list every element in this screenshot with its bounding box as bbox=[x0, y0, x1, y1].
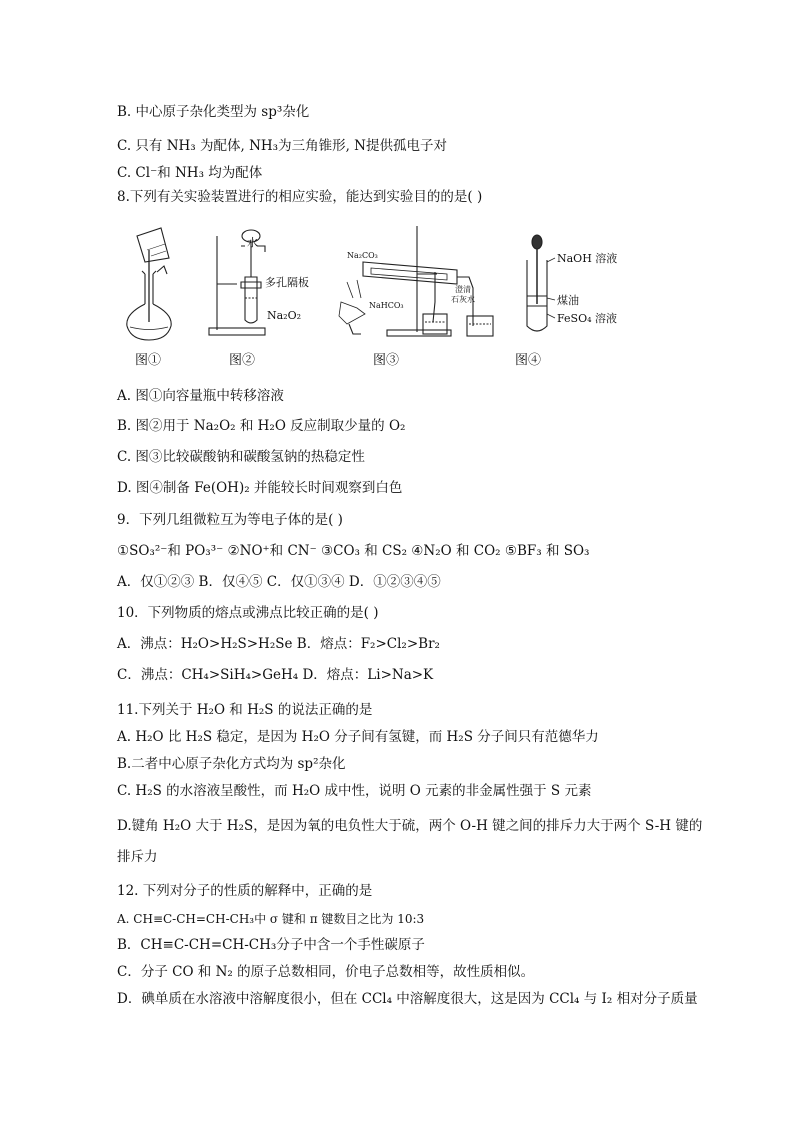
question-10-options-cd: C．沸点：CH₄>SiH₄>GeH₄ D．熔点：Li>Na>K bbox=[117, 667, 434, 683]
question-11-option-c: C. H₂S 的水溶液呈酸性，而 H₂O 成中性，说明 O 元素的非金属性强于 S 元素 bbox=[117, 783, 592, 799]
question-9-stem: 9．下列几组微粒互为等电子体的是( ) bbox=[117, 512, 343, 528]
question-11-option-d-line1: D.键角 H₂O 大于 H₂S，是因为氧的电负性大于硫，两个 O-H 键之间的排斥力大于两个 S-H 键的 bbox=[117, 818, 703, 834]
thermal-stability-figure bbox=[339, 226, 493, 336]
caption-figure-3: 图③ bbox=[373, 353, 400, 368]
question-8-option-c: C. 图③比较碳酸钠和碳酸氢钠的热稳定性 bbox=[117, 449, 365, 465]
label-na2co3: Na₂CO₃ bbox=[347, 251, 378, 260]
question-8-option-a: A. 图①向容量瓶中转移溶液 bbox=[117, 388, 284, 404]
label-limewater-2: 石灰水 bbox=[451, 295, 475, 304]
question-11-option-a: A. H₂O 比 H₂S 稳定，是因为 H₂O 分子间有氢键，而 H₂S 分子间只有范德华力 bbox=[117, 729, 599, 745]
option-c-cl-nh3: C. Cl⁻和 NH₃ 均为配体 bbox=[117, 165, 263, 181]
question-8-option-d: D. 图④制备 Fe(OH)₂ 并能较长时间观察到白色 bbox=[117, 480, 403, 496]
label-nahco3: NaHCO₃ bbox=[369, 301, 404, 310]
caption-figure-4: 图④ bbox=[515, 353, 542, 368]
question-9-options: A．仅①②③ B．仅④⑤ C．仅①③④ D．①②③④⑤ bbox=[117, 574, 441, 590]
label-porous-plate: 多孔隔板 bbox=[265, 276, 309, 289]
option-b-hybridization: B. 中心原子杂化类型为 sp³杂化 bbox=[117, 104, 310, 120]
caption-figure-1: 图① bbox=[135, 353, 162, 368]
question-8-stem: 8.下列有关实验装置进行的相应实验，能达到实验目的的是( ) bbox=[117, 189, 483, 205]
option-c-nh3-ligand: C. 只有 NH₃ 为配体, NH₃为三角锥形, N提供孤电子对 bbox=[117, 138, 447, 154]
volumetric-flask-figure bbox=[127, 228, 171, 340]
question-12-option-a: A. CH≡C-CH=CH-CH₃中 σ 键和 π 键数目之比为 10:3 bbox=[117, 912, 425, 926]
apparatus-figures bbox=[117, 222, 637, 372]
question-12-stem: 12. 下列对分子的性质的解释中，正确的是 bbox=[117, 883, 373, 899]
label-feso4: FeSO₄ 溶液 bbox=[557, 312, 618, 325]
question-12-option-c: C．分子 CO 和 N₂ 的原子总数相同，价电子总数相等，故性质相似。 bbox=[117, 964, 535, 980]
question-12-option-d: D．碘单质在水溶液中溶解度很小，但在 CCl₄ 中溶解度很大，这是因为 CCl₄ 与 I₂ 相对分子质量 bbox=[117, 991, 698, 1007]
question-11-option-d-line2: 排斥力 bbox=[117, 849, 158, 865]
label-kerosene: 煤油 bbox=[557, 294, 579, 307]
label-water: 水 bbox=[247, 236, 258, 249]
question-11-stem: 11.下列关于 H₂O 和 H₂S 的说法正确的是 bbox=[117, 702, 373, 718]
label-naoh: NaOH 溶液 bbox=[557, 252, 618, 265]
question-11-option-b: B.二者中心原子杂化方式均为 sp²杂化 bbox=[117, 756, 346, 772]
caption-figure-2: 图② bbox=[229, 353, 256, 368]
question-10-stem: 10．下列物质的熔点或沸点比较正确的是( ) bbox=[117, 605, 379, 621]
question-9-list: ①SO₃²⁻和 PO₃³⁻ ②NO⁺和 CN⁻ ③CO₃ 和 CS₂ ④N₂O 和 CO₂ ⑤BF₃ 和 SO₃ bbox=[117, 543, 590, 559]
ferrous-hydroxide-figure bbox=[527, 235, 555, 331]
label-limewater-1: 澄清 bbox=[455, 285, 471, 294]
question-12-option-b: B．CH≡C-CH=CH-CH₃分子中含一个手性碳原子 bbox=[117, 937, 425, 953]
label-na2o2: Na₂O₂ bbox=[267, 309, 302, 322]
question-8-option-b: B. 图②用于 Na₂O₂ 和 H₂O 反应制取少量的 O₂ bbox=[117, 418, 406, 434]
question-10-options-ab: A．沸点：H₂O>H₂S>H₂Se B．熔点：F₂>Cl₂>Br₂ bbox=[117, 636, 440, 652]
